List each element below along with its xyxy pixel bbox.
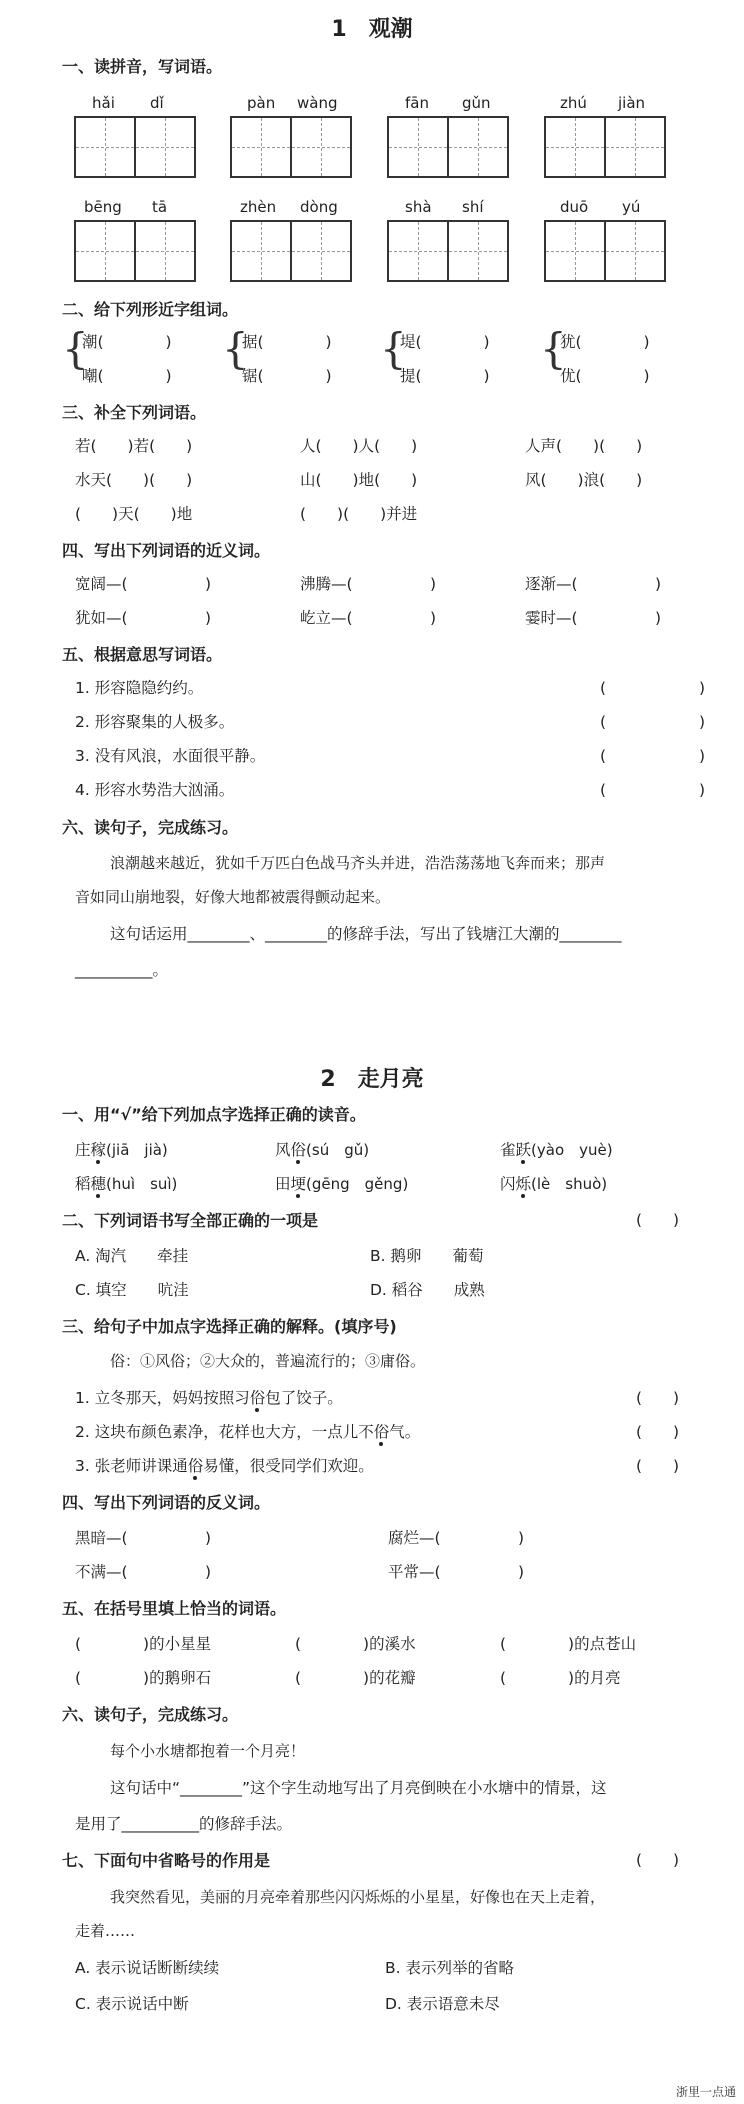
answer-paren[interactable]: ( ) xyxy=(600,747,706,765)
dotted-char: 俗 xyxy=(290,1141,307,1159)
passage-line: 走着…… xyxy=(75,1922,136,1940)
answer-paren[interactable]: ( ) xyxy=(600,781,706,799)
word-item: 嘲( ) xyxy=(82,367,172,385)
word-item: ( )的溪水 xyxy=(295,1635,416,1653)
question-line: 是用了__________的修辞手法。 xyxy=(75,1815,293,1833)
brace: { xyxy=(380,324,407,373)
pinyin: yú xyxy=(622,198,641,216)
word-item: 堤( ) xyxy=(400,333,490,351)
word-item: ( )天( )地 xyxy=(75,505,193,523)
l1-s3-heading: 三、补全下列词语。 xyxy=(62,403,207,422)
tianzige-box[interactable] xyxy=(230,220,352,282)
pronunciation-item: 雀跃(yào yuè) xyxy=(500,1141,613,1159)
answer-paren[interactable]: ( ) xyxy=(636,1389,680,1407)
pinyin: zhú xyxy=(560,94,587,112)
answer-paren[interactable]: ( ) xyxy=(636,1211,680,1229)
question-item: 1. 立冬那天，妈妈按照习俗包了饺子。 xyxy=(75,1389,343,1407)
pinyin: pàn xyxy=(247,94,276,112)
word-item: ( )的点苍山 xyxy=(500,1635,637,1653)
l1-s6-heading: 六、读句子，完成练习。 xyxy=(62,818,239,837)
lesson1-title: 1 观潮 xyxy=(331,17,413,42)
l2-s7-heading: 七、下面句中省略号的作用是 xyxy=(62,1851,271,1870)
pronunciation-item: 风俗(sú gǔ) xyxy=(275,1141,370,1159)
word-item: 人声( )( ) xyxy=(525,437,643,455)
pronunciation-item: 田埂(gēng gěng) xyxy=(275,1175,409,1193)
pinyin: gǔn xyxy=(462,94,491,112)
answer-paren[interactable]: ( ) xyxy=(636,1423,680,1441)
l2-s3-heading: 三、给句子中加点字选择正确的解释。(填序号) xyxy=(62,1317,397,1336)
pinyin: dòng xyxy=(300,198,338,216)
passage-line: 每个小水塘都抱着一个月亮！ xyxy=(110,1742,306,1760)
l2-s5-heading: 五、在括号里填上恰当的词语。 xyxy=(62,1599,287,1618)
dotted-char: 俗 xyxy=(249,1389,266,1407)
word-item: 山( )地( ) xyxy=(300,471,418,489)
l2-s2-heading: 二、下列词语书写全部正确的一项是 xyxy=(62,1211,319,1230)
footer-brand: 浙里一点通 xyxy=(675,2085,736,2099)
dotted-char: 俗 xyxy=(373,1423,390,1441)
tianzige-box[interactable] xyxy=(74,220,196,282)
word-item: 霎时—( ) xyxy=(525,609,662,627)
pronunciation-item: 庄稼(jiā jià) xyxy=(75,1141,168,1159)
dotted-char: 烁 xyxy=(515,1175,532,1193)
word-item: ( )的月亮 xyxy=(500,1669,621,1687)
l2-s6-heading: 六、读句子，完成练习。 xyxy=(62,1705,239,1724)
passage-line: 浪潮越来越近，犹如千万匹白色战马齐头并进，浩浩荡荡地飞奔而来；那声 xyxy=(110,854,606,872)
lesson2-title: 2 走月亮 xyxy=(320,1067,424,1092)
l2-s1-heading: 一、用“√”给下列加点字选择正确的读音。 xyxy=(62,1105,366,1124)
word-item: 风( )浪( ) xyxy=(525,471,643,489)
brace: { xyxy=(222,324,249,373)
option-b[interactable]: B. 表示列举的省略 xyxy=(385,1959,514,1977)
passage-line: 我突然看见，美丽的月亮牵着那些闪闪烁烁的小星星，好像也在天上走着， xyxy=(110,1888,606,1906)
word-item: ( )( )并进 xyxy=(300,505,418,523)
answer-paren[interactable]: ( ) xyxy=(636,1851,680,1869)
l1-s1-heading: 一、读拼音，写词语。 xyxy=(62,57,223,76)
word-item: 锯( ) xyxy=(242,367,332,385)
dotted-char: 埂 xyxy=(290,1175,307,1193)
word-item: 水天( )( ) xyxy=(75,471,193,489)
question-item: 3. 没有风浪，水面很平静。 xyxy=(75,747,266,765)
word-item: 潮( ) xyxy=(82,333,172,351)
pinyin: bēng xyxy=(84,198,122,216)
pinyin: tā xyxy=(152,198,168,216)
question-line: __________。 xyxy=(75,961,169,979)
word-item: ( )的花瓣 xyxy=(295,1669,416,1687)
definition: 俗：①风俗；②大众的，普遍流行的；③庸俗。 xyxy=(110,1352,426,1370)
dotted-char: 稼 xyxy=(90,1141,107,1159)
dotted-char: 俗 xyxy=(187,1457,204,1475)
word-item: ( )的小星星 xyxy=(75,1635,212,1653)
option-d[interactable]: D. 稻谷 成熟 xyxy=(370,1281,485,1299)
word-item: 黑暗—( ) xyxy=(75,1529,212,1547)
option-c[interactable]: C. 填空 吭洼 xyxy=(75,1281,189,1299)
word-item: 犹如—( ) xyxy=(75,609,212,627)
word-item: 犹( ) xyxy=(560,333,650,351)
dotted-char: 穗 xyxy=(90,1175,107,1193)
tianzige-box[interactable] xyxy=(74,116,196,178)
pronunciation-item: 闪烁(lè shuò) xyxy=(500,1175,608,1193)
word-item: 腐烂—( ) xyxy=(388,1529,525,1547)
tianzige-box[interactable] xyxy=(544,220,666,282)
tianzige-box[interactable] xyxy=(387,220,509,282)
pinyin: shí xyxy=(462,198,484,216)
option-b[interactable]: B. 鹅卵 葡萄 xyxy=(370,1247,484,1265)
pinyin: fān xyxy=(405,94,429,112)
pinyin: zhèn xyxy=(240,198,277,216)
option-d[interactable]: D. 表示语意未尽 xyxy=(385,1995,500,2013)
question-item: 4. 形容水势浩大汹涌。 xyxy=(75,781,235,799)
question-line: 这句话中“________”这个字生动地写出了月亮倒映在小水塘中的情景，这 xyxy=(110,1779,607,1797)
word-item: 平常—( ) xyxy=(388,1563,525,1581)
l1-s2-heading: 二、给下列形近字组词。 xyxy=(62,300,239,319)
pinyin: hǎi xyxy=(92,94,115,112)
pronunciation-item: 稻穗(huì suì) xyxy=(75,1175,178,1193)
word-item: ( )的鹅卵石 xyxy=(75,1669,212,1687)
tianzige-box[interactable] xyxy=(387,116,509,178)
word-item: 优( ) xyxy=(560,367,650,385)
question-item: 2. 这块布颜色素净，花样也大方，一点儿不俗气。 xyxy=(75,1423,421,1441)
answer-paren[interactable]: ( ) xyxy=(636,1457,680,1475)
pinyin: duō xyxy=(560,198,589,216)
pinyin: jiàn xyxy=(618,94,646,112)
word-item: 据( ) xyxy=(242,333,332,351)
option-a[interactable]: A. 表示说话断断续续 xyxy=(75,1959,220,1977)
word-item: 提( ) xyxy=(400,367,490,385)
word-item: 屹立—( ) xyxy=(300,609,437,627)
word-item: 不满—( ) xyxy=(75,1563,212,1581)
word-item: 若( )若( ) xyxy=(75,437,193,455)
l2-s4-heading: 四、写出下列词语的反义词。 xyxy=(62,1493,271,1512)
dotted-char: 跃 xyxy=(515,1141,532,1159)
word-item: 沸腾—( ) xyxy=(300,575,437,593)
pinyin: wàng xyxy=(297,94,338,112)
pinyin: shà xyxy=(405,198,432,216)
l1-s5-heading: 五、根据意思写词语。 xyxy=(62,645,223,664)
question-item: 3. 张老师讲课通俗易懂，很受同学们欢迎。 xyxy=(75,1457,374,1475)
question-item: 1. 形容隐隐约约。 xyxy=(75,679,204,697)
word-item: 人( )人( ) xyxy=(300,437,418,455)
word-item: 逐渐—( ) xyxy=(525,575,662,593)
answer-paren[interactable]: ( ) xyxy=(600,679,706,697)
tianzige-box[interactable] xyxy=(544,116,666,178)
question-item: 2. 形容聚集的人极多。 xyxy=(75,713,235,731)
option-c[interactable]: C. 表示说话中断 xyxy=(75,1995,189,2013)
passage-line: 音如同山崩地裂，好像大地都被震得颤动起来。 xyxy=(75,888,391,906)
option-a[interactable]: A. 淘汽 牵挂 xyxy=(75,1247,189,1265)
answer-paren[interactable]: ( ) xyxy=(600,713,706,731)
word-item: 宽阔—( ) xyxy=(75,575,212,593)
l1-s4-heading: 四、写出下列词语的近义词。 xyxy=(62,541,271,560)
brace: { xyxy=(62,324,89,373)
pinyin: dǐ xyxy=(150,94,164,112)
brace: { xyxy=(540,324,567,373)
tianzige-box[interactable] xyxy=(230,116,352,178)
question-line: 这句话运用________、________的修辞手法，写出了钱塘江大潮的________ xyxy=(110,925,622,943)
